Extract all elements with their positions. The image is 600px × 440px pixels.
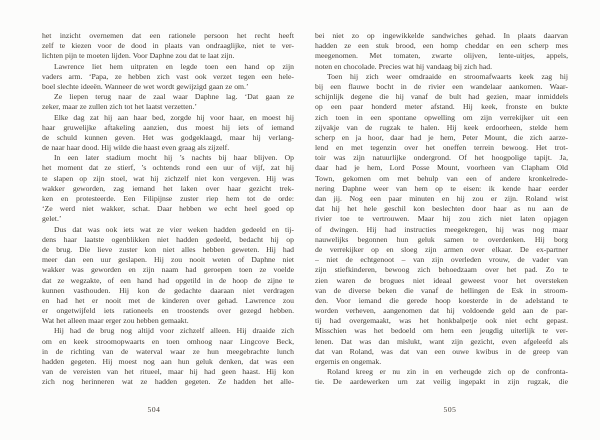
text-line: – niet de echtgenoot – van zijn overleden vrouw, de vader van — [315, 255, 568, 265]
text-line: of dwingen. Hij had instructies meegekregen, hij was nog maar — [315, 224, 568, 234]
text-line: dan jij. Nog een paar minuten en hij zou er zijn. Roland wist — [315, 194, 568, 203]
text-line: van de vereisten van het ritueel, maar hij had geen haast. Hij kon — [42, 367, 294, 377]
text-line: toir was zijn natuurlijke ondergrond. Of het hoogpolige tapijt. Ja, — [315, 153, 568, 163]
text-line: Misschien was het bedoeld om hem een jeugdig uiterlijk te ver- — [315, 326, 568, 336]
text-line: In een later stadium mocht hij ’s nachts bij haar blijven. Op — [54, 153, 294, 163]
text-line: rivier toe te vertrouwen. Maar hij zou zich niet laten opjagen — [315, 214, 568, 224]
text-line: zich nog herinneren wat ze hadden gegeten. Ze hadden het alle- — [42, 377, 294, 387]
text-line: wakker was geworden en zijn naam had geroepen toen ze voelde — [42, 265, 294, 275]
text-line: kunnen vasthouden. Hij kon de gedachte daaraan niet verdragen — [42, 285, 294, 295]
text-line: bei niet zo op ingewikkelde sandwiches gehad. In plaats daarvan — [315, 31, 568, 40]
text-line: dat hij het hele geschil kon beslechten door haar as nu aan de — [315, 204, 568, 214]
text-line: ken en protesteerde. Een Filipijnse zuster riep hem tot de orde: — [42, 194, 294, 203]
text-line: gelet.’ — [42, 214, 62, 224]
text-line: op een paar honderd meter afstand. Hij keek, fronste en bukte — [315, 102, 568, 112]
text-line: haar gruwelijke aftakeling aanzien, dus moest hij iets of iemand — [42, 122, 294, 132]
text-line: nering Daphne weer van hem op te eisen: ik kende haar eerder — [315, 183, 568, 193]
text-line: nauwelijks begonnen hun geluk samen te overdenken. Hij borg — [315, 234, 568, 244]
text-line: lichten pijn te moeten lijden. Voor Daphne zou dat te laat zijn. — [42, 51, 235, 61]
text-line: worden verheven, aangenomen dat hij voldoende geld aan de par- — [315, 306, 568, 316]
text-line: om en keek stroomopwaarts en toen omhoog naar Lingcove Beck, — [42, 336, 294, 346]
text-line: schijnlijk degene die hij vanaf de bult had gezien, maar inmiddels — [315, 92, 568, 102]
text-line: Town, gekomen om met behulp van een of andere kronkelrede- — [315, 173, 568, 183]
text-line: de verrekijker op en sloeg zijn armen over elkaar. De ex-partner — [315, 244, 568, 254]
text-line: te slapen op zijn stoel, wat hij zichzelf niet kon vergeven. Hij was — [42, 173, 294, 183]
page-right-number: 505 — [443, 405, 457, 414]
text-line: vaders arm. ‘Papa, ze hebben zich vast ook verzet tegen een hele- — [42, 71, 294, 81]
text-line: boel slechte ideeën. Wanneer de wet wordt gewijzigd gaan ze om.’ — [42, 81, 249, 91]
text-line: Lawrence liet hem uitpraten en legde toen een hand op zijn — [54, 61, 294, 71]
text-line: noten en chocolade. Precies wat hij vandaag bij zich had. — [315, 61, 493, 71]
text-line: zich toen in een spontane opwelling om zijn verrekijker uit een — [315, 112, 568, 122]
text-line: het inzicht overnemen dat een rationele persoon het recht heeft — [42, 31, 294, 40]
text-line: zeker, maar ze zullen zich tot het laatst verzetten.’ — [42, 102, 197, 112]
text-line: in de richting van de waterval waar ze hun meegebrachte lunch — [42, 346, 294, 356]
text-line: Roland kreeg er nu zin in en verheugde zich op de confronta- — [327, 367, 568, 377]
text-line: Dus dat was ook iets wat ze vier weken hadden gedeeld en tij- — [54, 224, 294, 234]
text-line: hadden ze een stuk brood, een homp cheddar en een scherp mes — [315, 41, 568, 51]
text-line: het moment dat ze stierf, ’s ochtends rond een uur of vijf, zat hij — [42, 163, 294, 173]
text-line: daar had je hem, Lord Posse Mount, voorheen van Clapham Old — [315, 163, 568, 173]
text-line: de brug. Die lieve zuster kon niet alles hebben geweten. Hij had — [42, 244, 294, 254]
text-line: bij een flauwe bocht in de rivier een wandelaar aankomen. Waar- — [315, 81, 568, 91]
text-line: Elke dag zat hij aan haar bed, zorgde hij voor haar, en moest hij — [54, 112, 294, 122]
text-line: wakker geworden, zag iemand het laken over haar gezicht trek- — [42, 183, 294, 193]
text-line: Hij had de brug nog altijd voor zichzelf alleen. Hij draaide zich — [54, 326, 294, 336]
text-line: zien waren de brogues niet ideaal geweest voor het oversteken — [315, 275, 568, 285]
text-line: tie. De aardewerken urn zat veilig ingepakt in zijn rugzak, die — [315, 377, 568, 387]
text-line: de naar haar dood. Hij wilde die haast even graag als zijzelf. — [42, 143, 230, 153]
text-line: den. Voor iemand die gerede hoop koesterde in de adelstand te — [315, 295, 568, 305]
text-line: meegenomen. Met tomaten, zwarte olijven, lente-uitjes, appels, — [315, 51, 568, 61]
text-line: zijn stiefkinderen, bewoog zich behoedzaam over het pad. Zo te — [315, 265, 568, 275]
text-line: zelf te kiezen voor de dood in plaats van ondraaglijke, niet te ver- — [42, 41, 294, 51]
text-line: Toen hij zich weer omdraaide en stroomafwaarts keek zag hij — [327, 71, 568, 81]
text-line: ergernis en ongemak. — [315, 357, 382, 366]
text-line: Ze liepen terug naar de zaal waar Daphne lag. ‘Dat gaan ze — [54, 92, 294, 102]
text-line: dens haar laatste ogenblikken niet hadden gedeeld, bedacht hij op — [42, 234, 294, 244]
text-line: er ongetwijfeld iets rationeels en troostends over gezegd hebben. — [42, 306, 294, 316]
text-line: lenen. Dat was dan mislukt, want zijn gezicht, even afgeleefd als — [315, 336, 568, 346]
text-line: en had het er nooit met de kinderen over gehad. Lawrence zou — [42, 295, 294, 305]
text-line: Wat het alleen maar erger zou hebben gemaakt. — [42, 316, 189, 326]
text-line: ‘Ze werd niet wakker, schat. Daar hebben we echt heel goed op — [42, 204, 294, 214]
text-line: hadden gegeten. Hij moest nog aan hun geluk denken, dat was een — [42, 357, 294, 366]
text-line: scherp en ja hoor, daar had je hem, Peter Mount, die zich aarze- — [315, 132, 568, 142]
text-line: tij had overgemaakt, was het honkbalpetje ook niet echt gepast. — [315, 316, 568, 326]
text-line: de schuld kunnen geven. Het was godgeklaagd, maar hij verlang- — [42, 132, 294, 142]
text-line: lend en met tegenzin over het oneffen terrein bewoog. Het trot- — [315, 143, 568, 153]
text-line: dat van Roland, was dat van een ouwe kwibus in de greep van — [315, 346, 568, 356]
text-line: van de diverse beken die vanaf de hellingen de Esk in stroom- — [315, 285, 568, 295]
text-line: dat ze wegzakte, of een hand had opgetild in de hoop de zijne te — [42, 275, 294, 285]
text-line: meer dan een uur geslapen. Hij zou nooit weten of Daphne niet — [42, 255, 294, 265]
page-right-text — [315, 31, 568, 388]
page-left-number: 504 — [147, 405, 161, 414]
page-left-text — [42, 31, 294, 388]
text-line: zijvakje van de rugzak te halen. Hij keek erdoorheen, stelde hem — [315, 122, 568, 132]
